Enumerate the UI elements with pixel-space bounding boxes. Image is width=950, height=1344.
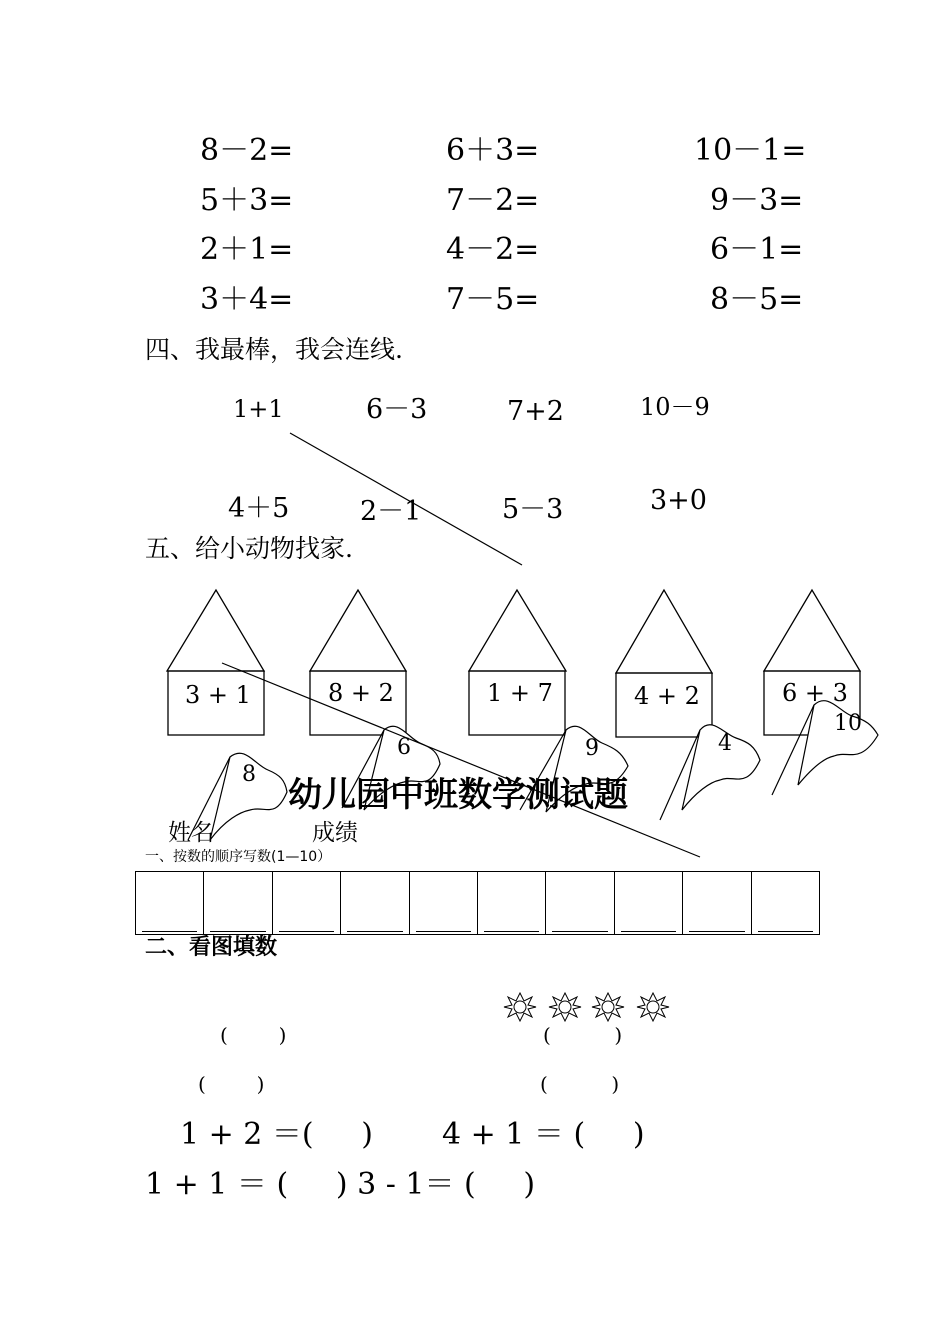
score-label: 成绩 (312, 820, 358, 846)
equation: 7－5= (446, 282, 540, 317)
answer-paren[interactable]: ( ) (220, 1023, 287, 1047)
house-2 (310, 590, 406, 735)
write-cell[interactable] (273, 872, 341, 934)
sun-icon (504, 993, 669, 1021)
connect-line (222, 663, 700, 857)
house-1 (167, 590, 264, 735)
page-title: 幼儿园中班数学测试题 (288, 775, 628, 815)
equation: 8－2= (200, 133, 294, 168)
house-label: 3 + 1 (185, 681, 251, 709)
answer-paren[interactable]: ( ) (198, 1072, 265, 1096)
equation-fill[interactable]: 1 + 1 ＝ ( ) 3 - 1＝ ( ) (145, 1167, 536, 1202)
answer-paren[interactable]: ( ) (543, 1023, 623, 1047)
flag-4 (660, 725, 760, 820)
write-cell[interactable] (341, 872, 409, 934)
equation: 8－5= (710, 282, 804, 317)
match-top-item[interactable]: 6－3 (366, 394, 428, 425)
equation: 9－3= (710, 183, 804, 218)
equation: 6＋3= (446, 133, 540, 168)
flag-label[interactable]: 8 (242, 762, 256, 787)
match-top-item[interactable]: 7+2 (507, 396, 564, 427)
equation: 7－2= (446, 183, 540, 218)
answer-paren[interactable]: ( ) (540, 1072, 620, 1096)
match-top-item[interactable]: 1+1 (233, 395, 284, 423)
match-bottom-item[interactable]: 2－1 (360, 496, 422, 527)
write-cell[interactable] (546, 872, 614, 934)
section4-heading: 四、我最棒，我会连线. (145, 335, 403, 364)
flag-label[interactable]: 6 (397, 735, 411, 760)
flag-5 (772, 701, 878, 795)
equation-fill[interactable]: 1 + 2 ＝( ) (180, 1117, 374, 1152)
house-label: 8 + 2 (328, 679, 394, 707)
write-cell[interactable] (410, 872, 478, 934)
equation-fill[interactable]: 4 + 1 ＝ ( ) (442, 1117, 645, 1152)
write-cell[interactable] (136, 872, 204, 934)
write-cell[interactable] (752, 872, 819, 934)
equation: 6－1= (710, 232, 804, 267)
flag-label[interactable]: 4 (718, 731, 732, 756)
house-4 (616, 590, 712, 737)
house-label: 6 + 3 (782, 679, 848, 707)
match-bottom-item[interactable]: 3+0 (650, 485, 707, 516)
equation: 3＋4= (200, 282, 294, 317)
equation: 10－1= (694, 133, 807, 168)
section1-heading: 一、按数的顺序写数(1—10） (145, 849, 332, 865)
number-writing-grid (135, 871, 820, 935)
match-bottom-item[interactable]: 4＋5 (228, 493, 290, 524)
write-cell[interactable] (204, 872, 272, 934)
equation: 4－2= (446, 232, 540, 267)
section2-heading: 二、看图填数 (145, 935, 278, 960)
write-cell[interactable] (478, 872, 546, 934)
house-label: 4 + 2 (634, 682, 700, 710)
flag-label[interactable]: 10 (834, 711, 862, 736)
equation: 2＋1= (200, 232, 294, 267)
connect-line (290, 433, 522, 565)
name-label: 姓名 (168, 820, 214, 846)
write-cell[interactable] (615, 872, 683, 934)
equation: 5＋3= (200, 183, 294, 218)
house-3 (469, 590, 566, 735)
write-cell[interactable] (683, 872, 751, 934)
match-bottom-item[interactable]: 5－3 (502, 494, 564, 525)
match-top-item[interactable]: 10－9 (640, 393, 710, 421)
flag-label[interactable]: 9 (585, 736, 599, 761)
house-label: 1 + 7 (487, 679, 553, 707)
section5-heading: 五、给小动物找家. (145, 534, 353, 563)
